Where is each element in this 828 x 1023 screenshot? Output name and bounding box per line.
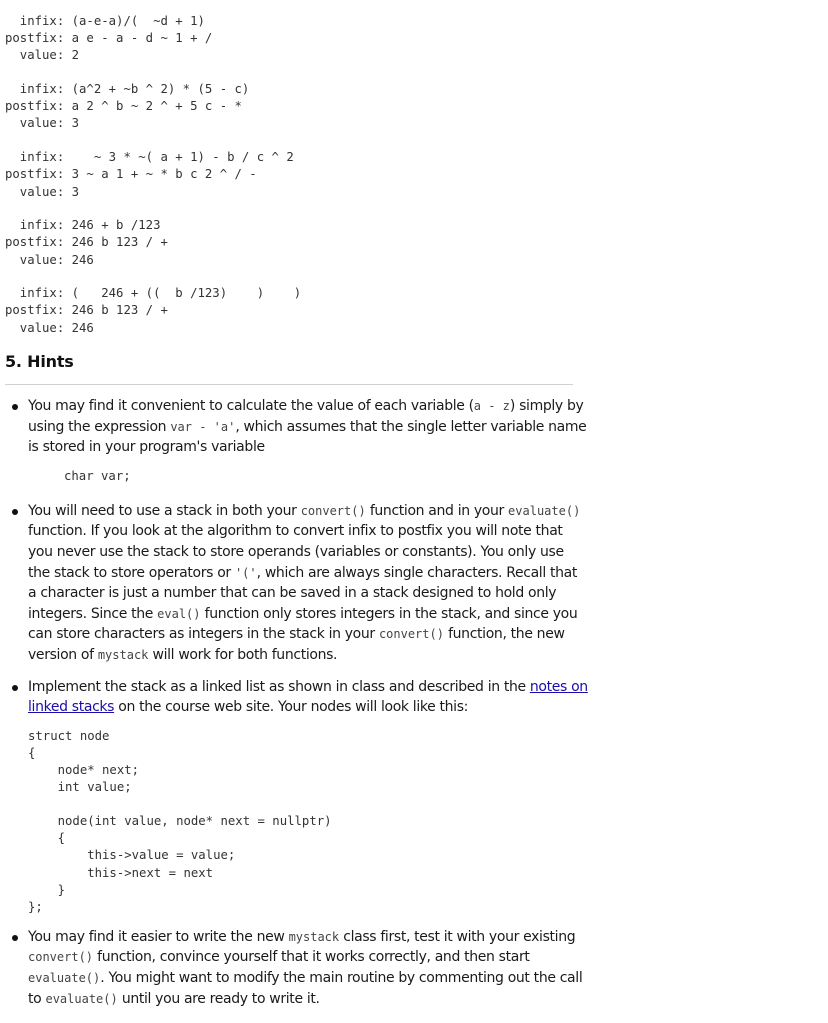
value-line: value: 3 bbox=[5, 184, 80, 199]
hint-text: You will need to use a stack in both your convert() function and in your evaluate() function. If you look at the algorithm to convert infix to postfix you will note that you never use the stack to store operands (variables or constants). You only use the stack to store operators or '(', which are always single characters. Recall that a character is just a number that can be saved in a stack designed to hold only integers. Since the eval() function only stores integers in the stack, and since you can store characters as integers in the stack in your convert() function, the new version of mystack will work for both functions. bbox=[28, 502, 581, 664]
code-snippet-char-var: char var; bbox=[64, 468, 131, 483]
postfix-line: postfix: 3 ~ a 1 + ~ * b c 2 ^ / - bbox=[5, 167, 257, 182]
example-5 bbox=[5, 285, 301, 337]
hint-item-stack-usage bbox=[0, 501, 588, 666]
postfix-line: postfix: 246 b 123 / + bbox=[5, 303, 168, 318]
heading-divider bbox=[5, 384, 573, 385]
hint-item-write-mystack-first bbox=[0, 927, 588, 1009]
postfix-line: postfix: a e - a - d ~ 1 + / bbox=[5, 31, 213, 46]
bullet-dot bbox=[12, 685, 18, 691]
postfix-line: postfix: a 2 ^ b ~ 2 ^ + 5 c - * bbox=[5, 99, 242, 114]
hints-list bbox=[0, 396, 600, 1009]
infix-line: infix: ( 246 + (( b /123) ) ) bbox=[5, 286, 302, 301]
example-3 bbox=[5, 149, 301, 201]
bullet-dot bbox=[12, 935, 18, 941]
hint-text: You may find it convenient to calculate the value of each variable (a - z) simply by using the expression var - 'a', which assumes that the single letter variable name is stored in your program's variable bbox=[28, 398, 587, 456]
value-line: value: 2 bbox=[5, 48, 80, 63]
infix-line: infix: (a^2 + ~b ^ 2) * (5 - c) bbox=[5, 82, 250, 97]
conversion-examples bbox=[5, 13, 301, 337]
hint-text: Implement the stack as a linked list as shown in class and described in the notes on linked stacks on the course web site. Your nodes will look like this: bbox=[28, 678, 588, 716]
hint-text: You may find it easier to write the new mystack class first, test it with your existing convert() function, convince yourself that it works correctly, and then start evaluate(). You might want to modify the main routine by commenting out the call to evaluate() until you are ready to write it. bbox=[28, 928, 583, 1007]
hint-item-variable-value bbox=[0, 396, 588, 485]
value-line: value: 3 bbox=[5, 116, 80, 131]
postfix-line: postfix: 246 b 123 / + bbox=[5, 235, 168, 250]
code-snippet-struct-node: struct node { node* next; int value; node(int value, node* next = nullptr) { this->value = value; this->next = next } }; bbox=[28, 728, 332, 914]
bullet-dot bbox=[12, 404, 18, 410]
section-heading-hints: 5. Hints bbox=[5, 352, 74, 371]
infix-line: infix: 246 + b /123 bbox=[5, 218, 161, 233]
hint-item-linked-list bbox=[0, 677, 588, 916]
value-line: value: 246 bbox=[5, 320, 94, 335]
value-line: value: 246 bbox=[5, 252, 94, 267]
infix-line: infix: ~ 3 * ~( a + 1) - b / c ^ 2 bbox=[5, 150, 294, 165]
infix-line: infix: (a-e-a)/( ~d + 1) bbox=[5, 14, 205, 28]
example-4 bbox=[5, 217, 301, 269]
bullet-dot bbox=[12, 509, 18, 515]
example-2 bbox=[5, 81, 301, 133]
example-1 bbox=[5, 13, 301, 65]
notes-on-linked-stacks-link[interactable]: notes on linked stacks bbox=[28, 678, 588, 716]
